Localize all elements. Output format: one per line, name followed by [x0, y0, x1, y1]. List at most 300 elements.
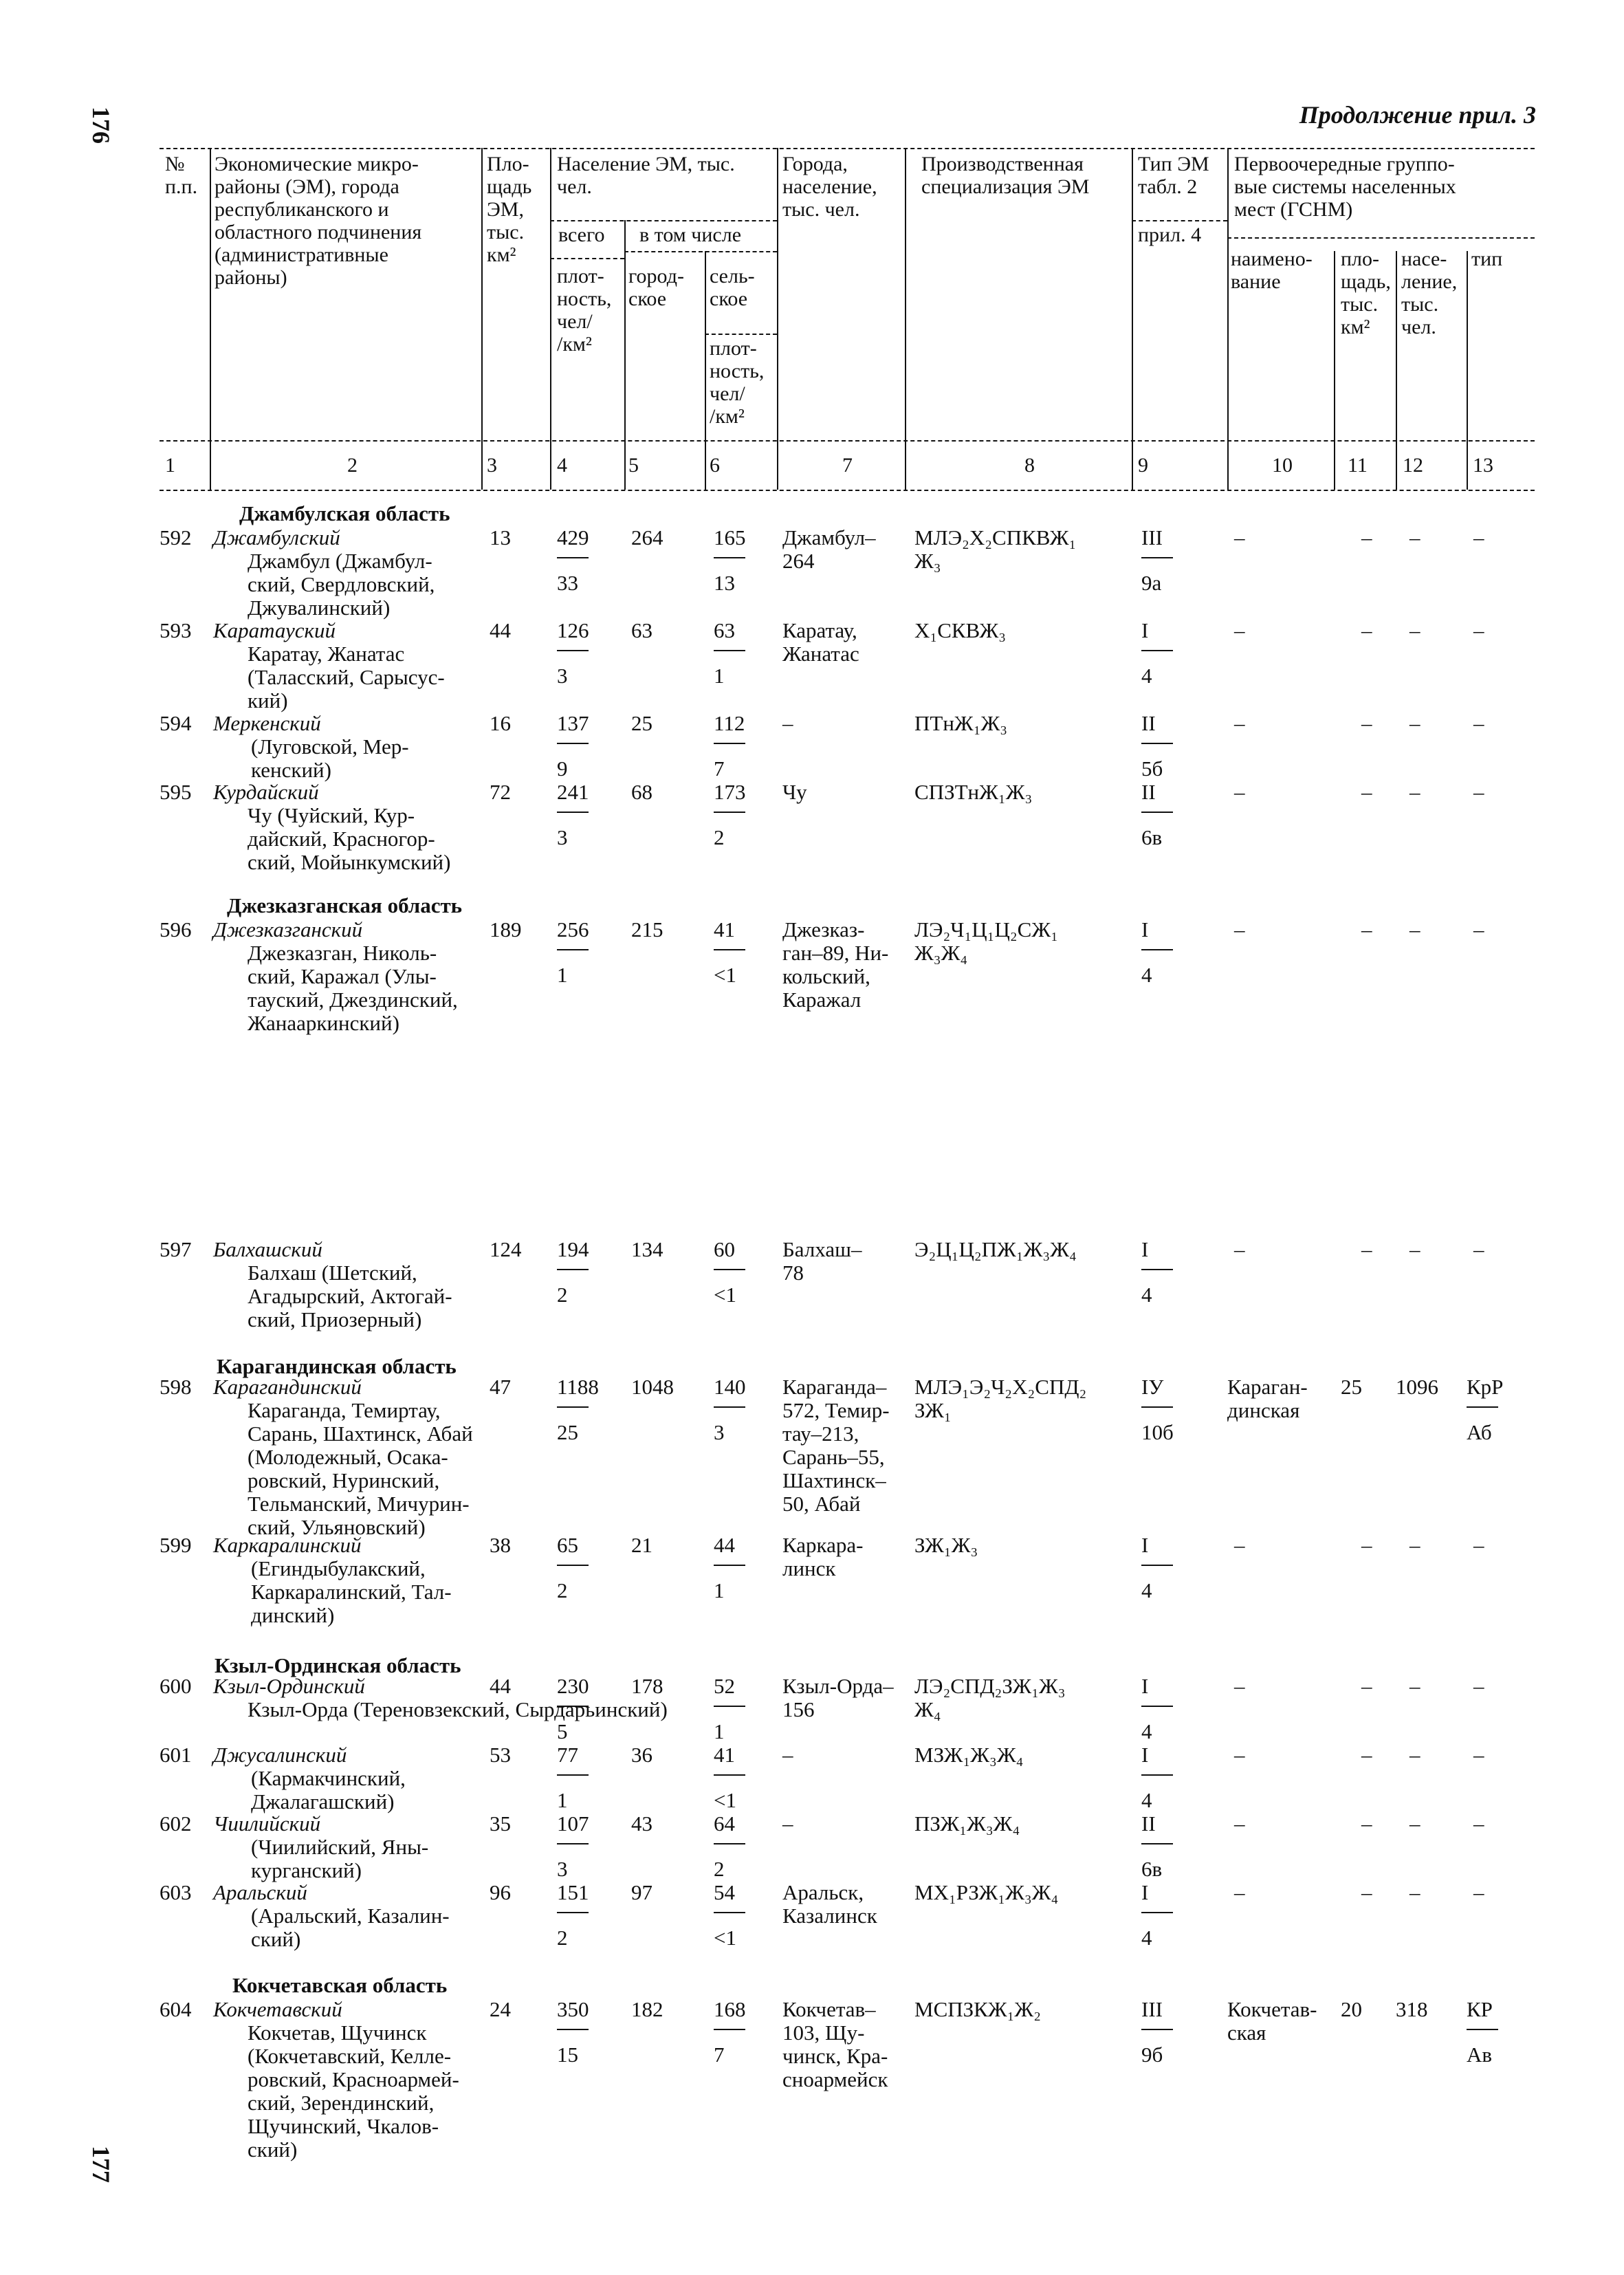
divider [705, 334, 777, 335]
gsnm-area: – [1361, 1674, 1372, 1698]
fraction-bar [714, 812, 745, 813]
population-total: 350 [557, 1997, 589, 2021]
gsnm-type: – [1473, 780, 1484, 804]
em-type: IУ [1141, 1375, 1164, 1399]
specialization-value: МСПЗКЖ₁Ж₂ [914, 1997, 1042, 2021]
population-rural-denominator: 2 [714, 825, 725, 849]
gsnm-area: 20 [1341, 1997, 1362, 2021]
district-description: (Аральский, Казалин- ский) [251, 1904, 450, 1951]
header-col9-b: прил. 4 [1138, 224, 1202, 246]
header-col4-density: плот- ность, чел/ /км² [557, 265, 612, 356]
population-total: 137 [557, 711, 589, 735]
population-total: 241 [557, 780, 589, 804]
gsnm-population: – [1409, 525, 1420, 549]
population-rural: 140 [714, 1375, 746, 1399]
fraction-bar [1141, 1843, 1173, 1844]
population-rural: 41 [714, 917, 735, 941]
district-name: Кзыл-Ординский [213, 1674, 365, 1698]
gsnm-type: – [1473, 917, 1484, 941]
continuation-label: Продолжение прил. 3 [1299, 101, 1536, 129]
colnum-5: 5 [628, 454, 639, 477]
row-number: 600 [160, 1674, 192, 1698]
cities-value: Кзыл-Орда– 156 [782, 1674, 894, 1721]
row-number: 602 [160, 1811, 192, 1836]
colnum-3: 3 [487, 454, 497, 477]
em-type: I [1141, 1743, 1149, 1767]
population-rural: 168 [714, 1997, 746, 2021]
population-rural: 54 [714, 1880, 735, 1904]
population-total: 256 [557, 917, 589, 941]
population-total-denominator: 25 [557, 1420, 578, 1444]
em-type: III [1141, 525, 1163, 549]
district-name: Каратауский [213, 618, 336, 642]
specialization-value: МХ₁РЗЖ₁Ж₃Ж₄ [914, 1880, 1059, 1904]
gsnm-type: – [1473, 1811, 1484, 1836]
population-total-denominator: 2 [557, 1926, 568, 1950]
divider [1227, 148, 1229, 490]
fraction-bar [1141, 949, 1173, 950]
gsnm-type: КрР [1467, 1375, 1504, 1399]
divider [1132, 220, 1227, 221]
district-description: Кокчетав, Щучинск (Кокчетавский, Келле- ровский, Красноармей- ский, Зерендинский, Щучинский, Чкалов- ский) [248, 2021, 459, 2162]
gsnm-type: – [1473, 711, 1484, 735]
area-value: 16 [490, 711, 511, 735]
district-name: Меркенский [213, 711, 321, 735]
specialization-value: ЗЖ₁Ж₃ [914, 1533, 978, 1557]
population-urban: 215 [631, 917, 663, 941]
fraction-bar [714, 557, 745, 558]
fraction-bar [557, 949, 589, 950]
population-urban: 25 [631, 711, 652, 735]
cities-value: Кокчетав– 103, Щу- чинск, Кра- сноармейск [782, 1997, 888, 2091]
gsnm-population: – [1409, 1811, 1420, 1836]
header-col12: насе- ление, тыс. чел. [1401, 248, 1458, 338]
population-urban: 182 [631, 1997, 663, 2021]
em-type: I [1141, 1533, 1149, 1557]
cities-value: Балхаш– 78 [782, 1237, 862, 1285]
gsnm-area: – [1361, 780, 1372, 804]
population-rural-denominator: 7 [714, 2043, 725, 2067]
fraction-bar [1141, 650, 1173, 651]
district-description: (Луговской, Мер- кенский) [251, 734, 409, 782]
header-col4-all: всего [558, 224, 605, 246]
specialization-value: СПЗТнЖ₁Ж₃ [914, 780, 1033, 804]
divider [210, 148, 211, 490]
divider [550, 258, 624, 259]
em-type: II [1141, 711, 1156, 735]
em-type: I [1141, 1880, 1149, 1904]
gsnm-name: – [1234, 1811, 1245, 1836]
gsnm-area: – [1361, 1880, 1372, 1904]
gsnm-name: – [1234, 917, 1245, 941]
population-total: 194 [557, 1237, 589, 1261]
divider [550, 220, 777, 221]
cities-value: – [782, 1743, 793, 1767]
row-number: 593 [160, 618, 192, 642]
population-urban: 134 [631, 1237, 663, 1261]
em-type-denominator: 4 [1141, 664, 1152, 688]
em-type: I [1141, 917, 1149, 941]
area-value: 35 [490, 1811, 511, 1836]
area-value: 47 [490, 1375, 511, 1399]
district-description: Каратау, Жанатас (Таласский, Сарысус- кий) [248, 642, 445, 712]
fraction-bar [557, 812, 589, 813]
fraction-bar [1141, 1269, 1173, 1270]
header-col7: Города, население, тыс. чел. [782, 153, 877, 221]
district-description: Чу (Чуйский, Кур- дайский, Красногор- ский, Мойынкумский) [248, 803, 451, 874]
row-number: 594 [160, 711, 192, 735]
district-name: Кокчетавский [213, 1997, 342, 2021]
population-rural-denominator: <1 [714, 1788, 736, 1812]
divider [481, 148, 483, 490]
row-number: 592 [160, 525, 192, 549]
population-total-denominator: 1 [557, 963, 568, 987]
fraction-bar [1141, 1912, 1173, 1913]
divider [1467, 251, 1468, 490]
header-col10: наимено- вание [1231, 248, 1313, 293]
population-rural-denominator: 1 [714, 664, 725, 688]
colnum-2: 2 [347, 454, 358, 477]
cities-value: Каркара- линск [782, 1533, 864, 1580]
gsnm-type: – [1473, 1237, 1484, 1261]
header-col10-top: Первоочередные группо- вые системы населенных мест (ГСНМ) [1234, 153, 1456, 221]
population-rural-denominator: 1 [714, 1578, 725, 1602]
gsnm-name: – [1234, 1237, 1245, 1261]
population-total-denominator: 33 [557, 571, 578, 595]
fraction-bar [557, 1706, 589, 1707]
area-value: 124 [490, 1237, 522, 1261]
population-total: 77 [557, 1743, 578, 1767]
gsnm-population: – [1409, 1533, 1420, 1557]
population-urban: 68 [631, 780, 652, 804]
fraction-bar [1141, 557, 1173, 558]
colnum-12: 12 [1403, 454, 1423, 477]
row-number: 604 [160, 1997, 192, 2021]
district-name: Каркаралинский [213, 1533, 362, 1557]
colnum-13: 13 [1473, 454, 1493, 477]
population-rural-denominator: 2 [714, 1857, 725, 1881]
gsnm-type: – [1473, 1533, 1484, 1557]
fraction-bar [714, 1912, 745, 1913]
population-urban: 178 [631, 1674, 663, 1698]
column-numbers-rule [160, 490, 1535, 491]
em-type: I [1141, 618, 1149, 642]
divider [1396, 251, 1397, 490]
district-description: (Егиндыбулакский, Каркаралинский, Тал- динский) [251, 1556, 452, 1627]
district-name: Аральский [213, 1880, 307, 1904]
header-col2: Экономические микро- районы (ЭМ), города республиканского и областного подчинения (административные районы) [215, 153, 422, 289]
specialization-value: ЛЭ₂СПД₂ЗЖ₁Ж₃ Ж₄ [914, 1674, 1066, 1721]
header-col11: пло- щадь, тыс. км² [1341, 248, 1391, 338]
gsnm-name: Кокчетав- ская [1227, 1997, 1317, 2045]
divider [705, 251, 706, 490]
fraction-bar [1141, 1406, 1173, 1408]
colnum-10: 10 [1272, 454, 1293, 477]
header-col3: Пло- щадь ЭМ, тыс. км² [487, 153, 532, 266]
em-type: I [1141, 1674, 1149, 1698]
fraction-bar [557, 1406, 589, 1408]
header-col4-top: Население ЭМ, тыс. чел. [557, 153, 735, 198]
gsnm-name: – [1234, 1743, 1245, 1767]
row-number: 595 [160, 780, 192, 804]
population-total: 65 [557, 1533, 578, 1557]
area-value: 189 [490, 917, 522, 941]
cities-value: – [782, 1811, 793, 1836]
cities-value: Джамбул– 264 [782, 525, 876, 573]
population-rural: 52 [714, 1674, 735, 1698]
population-rural-denominator: 1 [714, 1719, 725, 1743]
population-total: 151 [557, 1880, 589, 1904]
header-bottom-rule [160, 440, 1535, 442]
population-rural: 63 [714, 618, 735, 642]
gsnm-population: – [1409, 780, 1420, 804]
gsnm-population: 318 [1396, 1997, 1428, 2021]
cities-value: Караганда– 572, Темир- тау–213, Сарань–55, Шахтинск– 50, Абай [782, 1375, 890, 1516]
colnum-6: 6 [710, 454, 720, 477]
specialization-value: ЛЭ₂Ч₁Ц₁Ц₂СЖ₁ Ж₃Ж₄ [914, 917, 1058, 965]
gsnm-type: – [1473, 525, 1484, 549]
population-total: 1188 [557, 1375, 599, 1399]
specialization-value: МЗЖ₁Ж₃Ж₄ [914, 1743, 1024, 1767]
header-col9: Тип ЭМ табл. 2 [1138, 153, 1209, 198]
population-rural: 41 [714, 1743, 735, 1767]
population-total-denominator: 15 [557, 2043, 578, 2067]
em-type-denominator: 4 [1141, 1283, 1152, 1307]
district-name: Балхашский [213, 1237, 322, 1261]
specialization-value: Х₁СКВЖ₃ [914, 618, 1007, 642]
fraction-bar [714, 1269, 745, 1270]
fraction-bar [557, 1843, 589, 1844]
area-value: 96 [490, 1880, 511, 1904]
page-number-top: 176 [87, 107, 115, 144]
specialization-value: МЛЭ₁Э₂Ч₂Х₂СПД₂ ЗЖ₁ [914, 1375, 1087, 1422]
population-urban: 1048 [631, 1375, 674, 1399]
region-heading: Джамбулская область [239, 501, 450, 525]
gsnm-name: – [1234, 1880, 1245, 1904]
population-urban: 264 [631, 525, 663, 549]
gsnm-area: – [1361, 1237, 1372, 1261]
divider [905, 148, 906, 490]
population-urban: 63 [631, 618, 652, 642]
population-total-denominator: 3 [557, 825, 568, 849]
page-number-bottom: 177 [87, 2146, 115, 2183]
population-total-denominator: 2 [557, 1578, 568, 1602]
colnum-4: 4 [557, 454, 567, 477]
fraction-bar [557, 557, 589, 558]
colnum-11: 11 [1348, 454, 1368, 477]
fraction-bar [714, 1843, 745, 1844]
district-description: Кзыл-Орда (Тереновзекский, Сырдарьинский) [248, 1697, 668, 1721]
divider [1132, 148, 1133, 490]
population-rural: 60 [714, 1237, 735, 1261]
gsnm-population: – [1409, 1674, 1420, 1698]
colnum-8: 8 [1024, 454, 1035, 477]
em-type-denominator: 10б [1141, 1420, 1174, 1444]
fraction-bar [1141, 812, 1173, 813]
em-type-denominator: 6в [1141, 1857, 1163, 1881]
population-total-denominator: 3 [557, 1857, 568, 1881]
district-name: Джусалинский [213, 1743, 347, 1767]
district-description: Джезказган, Николь- ский, Каражал (Улы- тауский, Джездинский, Жанааркинский) [248, 941, 458, 1035]
fraction-bar [557, 743, 589, 744]
gsnm-area: – [1361, 917, 1372, 941]
population-urban: 43 [631, 1811, 652, 1836]
fraction-bar [1467, 1406, 1498, 1408]
district-description: (Чиилийский, Яны- курганский) [251, 1835, 429, 1882]
specialization-value: ПТнЖ₁Ж₃ [914, 711, 1008, 735]
gsnm-type: КР [1467, 1997, 1493, 2021]
fraction-bar [714, 743, 745, 744]
gsnm-population: – [1409, 1743, 1420, 1767]
row-number: 599 [160, 1533, 192, 1557]
cities-value: Каратау, Жанатас [782, 618, 859, 666]
divider [550, 148, 551, 490]
gsnm-name: – [1234, 711, 1245, 735]
fraction-bar [1141, 1565, 1173, 1566]
cities-value: Аральск, Казалинск [782, 1880, 877, 1928]
gsnm-name: – [1234, 525, 1245, 549]
district-name: Джезказганский [213, 917, 363, 941]
fraction-bar [1141, 1706, 1173, 1707]
gsnm-name: – [1234, 1674, 1245, 1698]
region-heading: Кзыл-Ординская область [215, 1653, 461, 1677]
gsnm-name: – [1234, 1533, 1245, 1557]
gsnm-name: Караган- динская [1227, 1375, 1308, 1422]
population-rural: 64 [714, 1811, 735, 1836]
row-number: 601 [160, 1743, 192, 1767]
gsnm-type-denominator: Ав [1467, 2043, 1493, 2067]
area-value: 13 [490, 525, 511, 549]
em-type-denominator: 4 [1141, 1926, 1152, 1950]
gsnm-type: – [1473, 1674, 1484, 1698]
population-total-denominator: 1 [557, 1788, 568, 1812]
specialization-value: ПЗЖ₁Ж₃Ж₄ [914, 1811, 1020, 1836]
population-rural: 112 [714, 711, 745, 735]
gsnm-area: – [1361, 618, 1372, 642]
fraction-bar [714, 650, 745, 651]
population-rural-denominator: <1 [714, 963, 736, 987]
fraction-bar [557, 1565, 589, 1566]
fraction-bar [1141, 743, 1173, 744]
gsnm-area: – [1361, 1533, 1372, 1557]
colnum-7: 7 [842, 454, 853, 477]
header-col4-incl: в том числе [639, 224, 742, 246]
fraction-bar [1141, 1774, 1173, 1776]
cities-value: – [782, 711, 793, 735]
population-urban: 97 [631, 1880, 652, 1904]
fraction-bar [714, 1774, 745, 1776]
header-col8: Производственная специализация ЭМ [921, 153, 1090, 198]
fraction-bar [557, 1269, 589, 1270]
population-rural: 165 [714, 525, 746, 549]
header-col1: № п.п. [165, 153, 198, 198]
population-total: 126 [557, 618, 589, 642]
header-col6-density: плот- ность, чел/ /км² [710, 337, 765, 428]
region-heading: Карагандинская область [217, 1354, 457, 1378]
population-total: 429 [557, 525, 589, 549]
fraction-bar [1141, 2029, 1173, 2030]
gsnm-type: – [1473, 1880, 1484, 1904]
population-rural-denominator: 7 [714, 756, 725, 781]
population-rural-denominator: 13 [714, 571, 735, 595]
header-top-rule [160, 148, 1535, 149]
em-type-denominator: 6в [1141, 825, 1163, 849]
population-rural: 173 [714, 780, 746, 804]
region-heading: Джезказганская область [227, 893, 463, 917]
area-value: 72 [490, 780, 511, 804]
population-total-denominator: 5 [557, 1719, 568, 1743]
cities-value: Джезказ- ган–89, Ни- кольский, Каражал [782, 917, 889, 1012]
population-total-denominator: 2 [557, 1283, 568, 1307]
district-name: Чиилийский [213, 1811, 321, 1836]
population-total-denominator: 3 [557, 664, 568, 688]
population-rural-denominator: 3 [714, 1420, 725, 1444]
gsnm-area: – [1361, 525, 1372, 549]
em-type-denominator: 4 [1141, 1788, 1152, 1812]
gsnm-population: – [1409, 1880, 1420, 1904]
population-total: 107 [557, 1811, 589, 1836]
em-type: II [1141, 780, 1156, 804]
fraction-bar [557, 1912, 589, 1913]
gsnm-type-denominator: Аб [1467, 1420, 1492, 1444]
gsnm-type: – [1473, 1743, 1484, 1767]
specialization-value: МЛЭ₂Х₂СПКВЖ₁ Ж₃ [914, 525, 1077, 573]
header-col13: тип [1471, 248, 1503, 270]
gsnm-area: – [1361, 1743, 1372, 1767]
divider [624, 220, 626, 490]
specialization-value: Э₂Ц₁Ц₂ПЖ₁Ж₃Ж₄ [914, 1237, 1077, 1261]
row-number: 596 [160, 917, 192, 941]
district-description: (Кармакчинский, Джалагашский) [251, 1766, 406, 1814]
population-total-denominator: 9 [557, 756, 568, 781]
header-col6: сель- ское [710, 265, 755, 310]
region-heading: Кокчетавская область [232, 1973, 448, 1997]
fraction-bar [714, 949, 745, 950]
row-number: 597 [160, 1237, 192, 1261]
area-value: 44 [490, 1674, 511, 1698]
population-total: 230 [557, 1674, 589, 1698]
gsnm-population: 1096 [1396, 1375, 1438, 1399]
em-type-denominator: 4 [1141, 1578, 1152, 1602]
row-number: 603 [160, 1880, 192, 1904]
colnum-9: 9 [1138, 454, 1148, 477]
fraction-bar [714, 1565, 745, 1566]
fraction-bar [714, 1406, 745, 1408]
population-rural: 44 [714, 1533, 735, 1557]
area-value: 24 [490, 1997, 511, 2021]
area-value: 38 [490, 1533, 511, 1557]
fraction-bar [1467, 2029, 1498, 2030]
district-name: Курдайский [213, 780, 319, 804]
district-name: Джамбулский [213, 525, 340, 549]
em-type-denominator: 4 [1141, 1719, 1152, 1743]
em-type-denominator: 4 [1141, 963, 1152, 987]
population-rural-denominator: <1 [714, 1926, 736, 1950]
district-description: Караганда, Темиртау, Сарань, Шахтинск, Абай (Молодежный, Осака- ровский, Нуринский, Тельманский, Мичурин- ский, Ульяновский) [248, 1398, 473, 1539]
colnum-1: 1 [165, 454, 175, 477]
district-description: Балхаш (Шетский, Агадырский, Актогай- ский, Приозерный) [248, 1261, 452, 1331]
fraction-bar [714, 2029, 745, 2030]
header-col5: город- ское [628, 265, 684, 310]
area-value: 53 [490, 1743, 511, 1767]
em-type-denominator: 5б [1141, 756, 1163, 781]
gsnm-population: – [1409, 618, 1420, 642]
gsnm-type: – [1473, 618, 1484, 642]
gsnm-population: – [1409, 917, 1420, 941]
divider [1334, 251, 1335, 490]
fraction-bar [714, 1706, 745, 1707]
gsnm-name: – [1234, 780, 1245, 804]
